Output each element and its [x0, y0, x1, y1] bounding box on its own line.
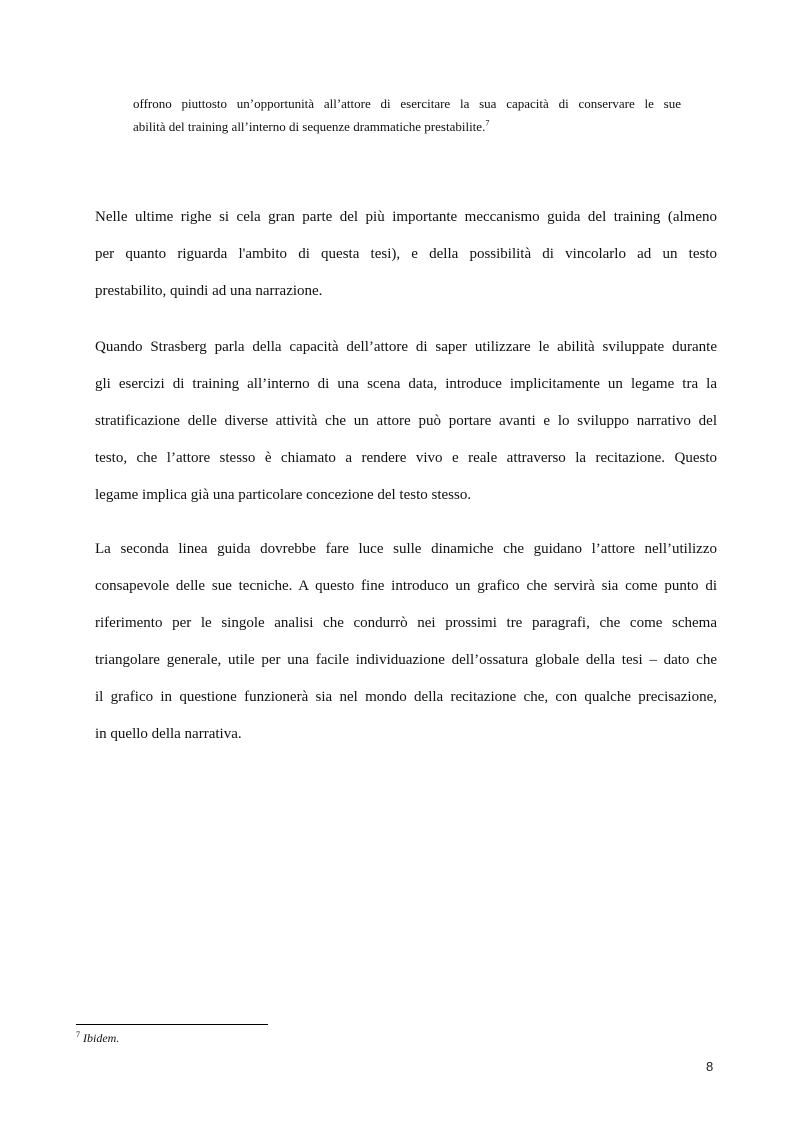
paragraph-line: stratificazione delle diverse attività che un attore può portare avanti e lo sviluppo narrativo del	[95, 413, 717, 429]
paragraph-line: prestabilito, quindi ad una narrazione.	[95, 283, 323, 299]
block-quote	[133, 92, 681, 138]
body-paragraph-3	[95, 531, 717, 753]
footnote-reference: 7	[485, 118, 490, 128]
paragraph-line: in quello della narrativa.	[95, 726, 242, 742]
footnote-text: Ibidem.	[83, 1031, 120, 1045]
paragraph-line: La seconda linea guida dovrebbe fare luce sulle dinamiche che guidano l’attore nell’utilizzo	[95, 541, 717, 557]
paragraph-line: il grafico in questione funzionerà sia nel mondo della recitazione che, con qualche precisazione,	[95, 689, 717, 705]
footnote-separator	[76, 1024, 268, 1025]
paragraph-line: Quando Strasberg parla della capacità dell’attore di saper utilizzare le abilità sviluppate durante	[95, 339, 717, 355]
paragraph-line: triangolare generale, utile per una facile individuazione dell’ossatura globale della tesi – dato che	[95, 652, 717, 668]
paragraph-line: consapevole delle sue tecniche. A questo fine introduco un grafico che servirà sia come punto di	[95, 578, 717, 594]
page-number: 8	[706, 1059, 714, 1074]
footnote-number: 7	[76, 1030, 80, 1039]
quote-line-text: abilità del training all’interno di sequenze drammatiche prestabilite.	[133, 119, 486, 134]
body-paragraph-2	[95, 329, 717, 514]
paragraph-line: per quanto riguarda l'ambito di questa tesi), e della possibilità di vincolarlo ad un testo	[95, 246, 717, 262]
quote-line: offrono piuttosto un’opportunità all’attore di esercitare la sua capacità di conservare le sue	[133, 96, 681, 111]
paragraph-line: legame implica già una particolare concezione del testo stesso.	[95, 487, 472, 503]
paragraph-line: gli esercizi di training all’interno di una scena data, introduce implicitamente un legame tra la	[95, 376, 717, 392]
paragraph-line: riferimento per le singole analisi che condurrò nei prossimi tre paragrafi, che come schema	[95, 615, 717, 631]
body-paragraph-1	[95, 199, 717, 310]
footnote	[76, 1030, 119, 1046]
paragraph-line: Nelle ultime righe si cela gran parte del più importante meccanismo guida del training (almeno	[95, 209, 717, 225]
paragraph-line: testo, che l’attore stesso è chiamato a rendere vivo e reale attraverso la recitazione. Questo	[95, 450, 717, 466]
quote-line	[133, 115, 681, 138]
